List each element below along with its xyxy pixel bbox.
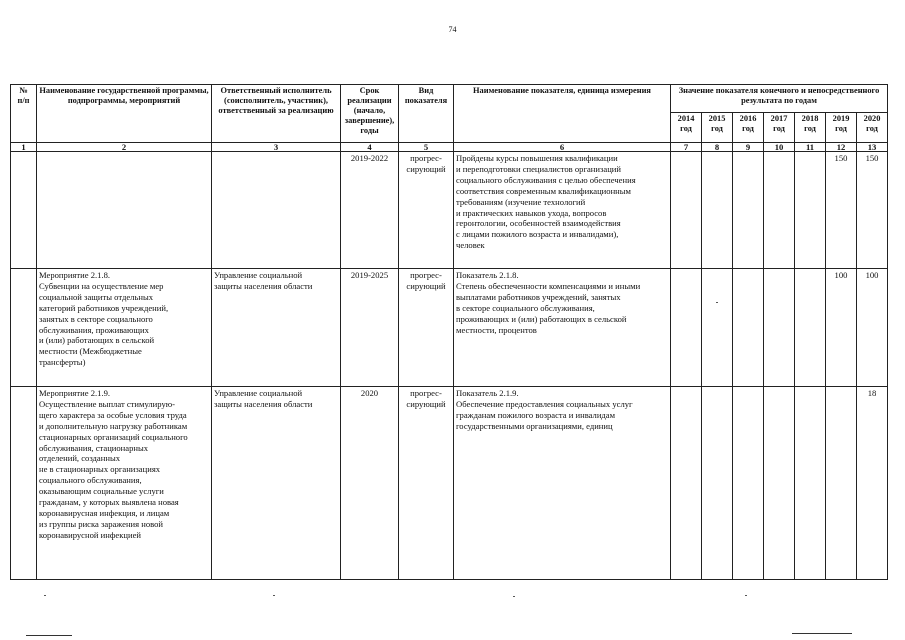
header-name: Наименование государственной программы, подпрограммы, мероприятий: [37, 85, 212, 143]
table-row: [11, 269, 888, 387]
page-number: 74: [448, 25, 457, 34]
scan-speck: [745, 595, 747, 596]
scan-edge-rule: [26, 635, 72, 636]
row-name: Мероприятие 2.1.9. Осуществление выплат стимулирую- щего характера за особые условия труда и дополнительную нагрузку работникам стационарных организаций социального обслуживания, стационарных отделений, созданных не в стационарных организациях социального обслуживания, оказывающим социальные услуги гражданам, у которых выявлена новая коронавирусная инфекция, и лицам из группы риска заражения новой коронавирусной инфекцией: [37, 387, 212, 580]
header-executor: Ответственный исполнитель (соисполнитель, участник), ответственный за реализацию: [212, 85, 341, 143]
header-year-2016: 2016 год: [733, 113, 764, 143]
value-2018: [795, 269, 826, 387]
row-indicator: Показатель 2.1.9. Обеспечение предоставления социальных услуг гражданам пожилого возраста и инвалидам государственными организациями, единиц: [454, 387, 671, 580]
value-2015: [702, 152, 733, 269]
header-num: № п/п: [11, 85, 37, 143]
value-2020: 18: [857, 387, 888, 580]
value-2018: [795, 387, 826, 580]
header-year-2015: 2015 год: [702, 113, 733, 143]
scan-speck: [273, 595, 275, 596]
column-number: 1: [11, 143, 37, 152]
row-type: прогрес- сирующий: [399, 387, 454, 580]
scan-speck: [716, 302, 718, 303]
table-row: [11, 387, 888, 580]
row-name: [37, 152, 212, 269]
value-2014: [671, 152, 702, 269]
column-number: 13: [857, 143, 888, 152]
value-2019: [826, 387, 857, 580]
header-type: Вид показателя: [399, 85, 454, 143]
value-2017: [764, 387, 795, 580]
value-2018: [795, 152, 826, 269]
column-number: 6: [454, 143, 671, 152]
value-2020: 150: [857, 152, 888, 269]
column-number: 2: [37, 143, 212, 152]
row-num: [11, 387, 37, 580]
row-term: 2020: [341, 387, 399, 580]
value-2016: [733, 269, 764, 387]
column-number: 11: [795, 143, 826, 152]
row-executor: Управление социальной защиты населения области: [212, 269, 341, 387]
header-year-2018: 2018 год: [795, 113, 826, 143]
header-year-2017: 2017 год: [764, 113, 795, 143]
value-2015: [702, 387, 733, 580]
row-term: 2019-2022: [341, 152, 399, 269]
value-2015: [702, 269, 733, 387]
column-number: 8: [702, 143, 733, 152]
column-number: 10: [764, 143, 795, 152]
row-name: Мероприятие 2.1.8. Субвенции на осуществление мер социальной защиты отдельных категорий работников учреждений, занятых в секторе социального обслуживания, проживающих и (или) работающих в сельской местности (Межбюджетные трансферты): [37, 269, 212, 387]
value-2016: [733, 387, 764, 580]
row-type: прогрес- сирующий: [399, 152, 454, 269]
row-num: [11, 269, 37, 387]
row-executor: [212, 152, 341, 269]
header-year-2014: 2014 год: [671, 113, 702, 143]
value-2019: 100: [826, 269, 857, 387]
column-numbers-row: [11, 143, 888, 152]
scan-speck: [513, 596, 515, 597]
column-number: 4: [341, 143, 399, 152]
indicator-table: [10, 84, 888, 580]
header-term: Срок реализации (начало, завершение), годы: [341, 85, 399, 143]
value-2017: [764, 269, 795, 387]
column-number: 12: [826, 143, 857, 152]
row-type: прогрес- сирующий: [399, 269, 454, 387]
table-row: [11, 152, 888, 269]
header-indicator: Наименование показателя, единица измерения: [454, 85, 671, 143]
header-year-2019: 2019 год: [826, 113, 857, 143]
row-executor: Управление социальной защиты населения области: [212, 387, 341, 580]
value-2019: 150: [826, 152, 857, 269]
scan-edge-rule: [792, 633, 852, 634]
scan-speck: [44, 595, 46, 596]
column-number: 3: [212, 143, 341, 152]
column-number: 5: [399, 143, 454, 152]
column-number: 9: [733, 143, 764, 152]
header-values-group: Значение показателя конечного и непосредственного результата по годам: [671, 85, 888, 113]
value-2014: [671, 269, 702, 387]
value-2016: [733, 152, 764, 269]
value-2020: 100: [857, 269, 888, 387]
column-number: 7: [671, 143, 702, 152]
row-num: [11, 152, 37, 269]
row-term: 2019-2025: [341, 269, 399, 387]
value-2014: [671, 387, 702, 580]
header-year-2020: 2020 год: [857, 113, 888, 143]
row-indicator: Пройдены курсы повышения квалификации и переподготовки специалистов организаций социального обслуживания с целью обеспечения соответствия современным квалификационным требованиям (изучение технологий и практических навыков ухода, вопросов геронтологии, особенностей взаимодействия с лицами пожилого возраста и инвалидами), человек: [454, 152, 671, 269]
row-indicator: Показатель 2.1.8. Степень обеспеченности компенсациями и иными выплатами работников учреждений, занятых в секторе социального обслуживания, проживающих и (или) работающих в сельской местности, процентов: [454, 269, 671, 387]
value-2017: [764, 152, 795, 269]
